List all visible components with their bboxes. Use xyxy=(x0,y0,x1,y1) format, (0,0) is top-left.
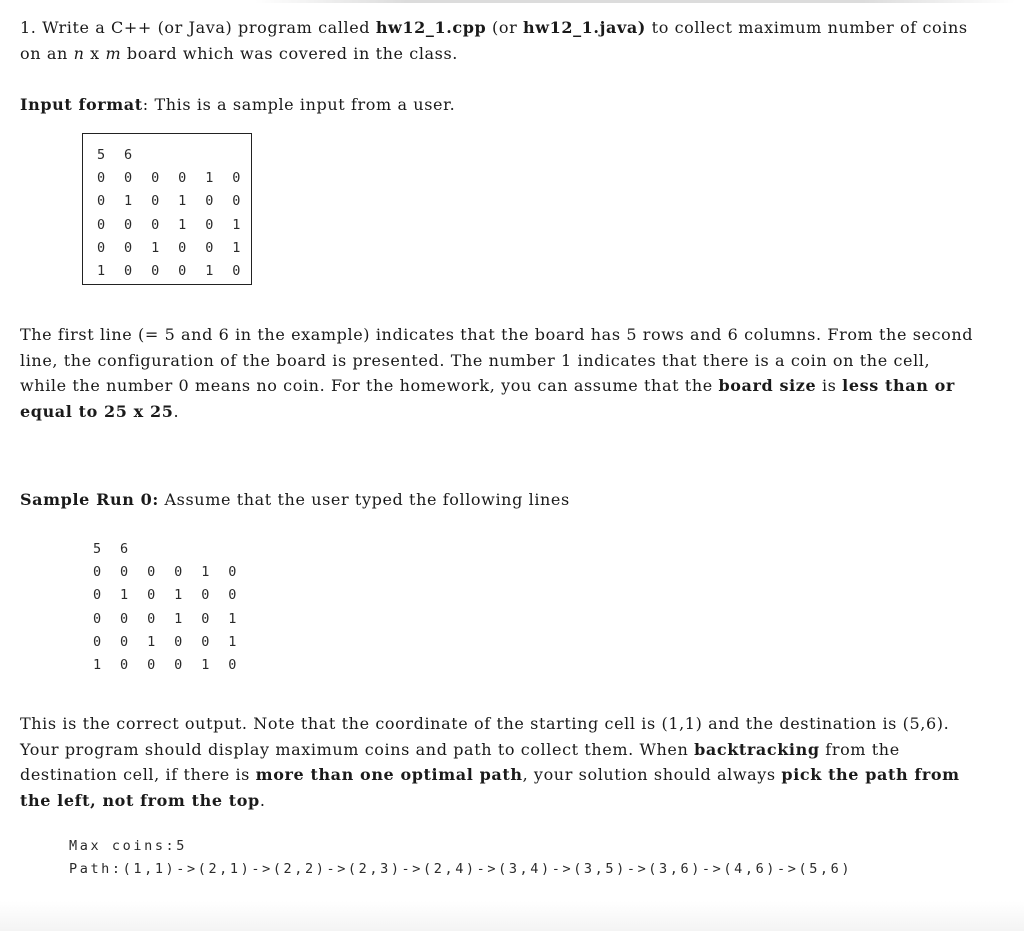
pick-left-bold: pick the path from the left, not from the top xyxy=(20,765,960,810)
path-line: Path:(1,1)->(2,1)->(2,2)->(2,3)->(2,4)->(3,4)->(3,5)->(3,6)->(4,6)->(5,6) xyxy=(69,861,853,877)
filename-java: hw12_1.java) xyxy=(523,18,646,37)
board-line: 0 1 0 1 0 0 xyxy=(97,193,246,210)
max-coins-line: Max coins:5 xyxy=(69,838,188,854)
board-line: 0 1 0 1 0 0 xyxy=(93,587,242,604)
description-text: is xyxy=(816,376,843,395)
board-line: 0 0 0 0 1 0 xyxy=(97,170,246,187)
output-description-text: This is the correct output. Note that the coordinate of the starting cell is (1,1) and the destination is (5,6). Your program should display maximum coins and path to collect them. When xyxy=(20,714,950,759)
output-description-text: from the destination cell, if there is xyxy=(20,739,900,784)
board-line: 1 0 0 0 1 0 xyxy=(97,263,246,280)
question-paragraph xyxy=(20,15,980,66)
top-divider xyxy=(255,0,1015,3)
output-description-text: . xyxy=(259,790,266,810)
board-line: 0 0 0 1 0 1 xyxy=(93,610,242,627)
description-text: . xyxy=(173,401,180,421)
board-line: 1 0 0 0 1 0 xyxy=(93,657,242,674)
output-description-paragraph xyxy=(20,711,980,813)
filename-cpp: hw12_1.cpp xyxy=(375,18,487,37)
bottom-fade xyxy=(0,901,1024,931)
optimal-path-bold: more than one optimal path xyxy=(255,765,523,784)
backtracking-bold: backtracking xyxy=(694,739,820,759)
board-line: 0 0 1 0 0 1 xyxy=(93,633,242,650)
board-line: 5 6 xyxy=(93,541,134,557)
description-text: The first line (= 5 and 6 in the example) indicates that the board has 5 rows and 6 columns. From the second line, the configuration of the board is presented. The number 1 indicates that there is a coin on the cell, while the number 0 means no coin. For the homework, you can assume that the xyxy=(20,325,974,395)
var-m: m xyxy=(105,43,122,63)
board-line: 5 6 xyxy=(97,147,138,163)
sample-run-label: Sample Run 0: xyxy=(20,490,159,509)
question-text: board which was covered in the class. xyxy=(121,43,458,63)
sample-run-text: Assume that the user typed the following lines xyxy=(158,490,570,509)
input-format-text: : This is a sample input from a user. xyxy=(142,95,456,114)
description-paragraph xyxy=(20,322,980,424)
board-line: 0 0 0 1 0 1 xyxy=(97,216,246,233)
sample-run-input xyxy=(93,538,263,677)
sample-run-heading xyxy=(20,487,980,513)
board-line: 0 0 0 0 1 0 xyxy=(93,564,242,581)
question-text: x xyxy=(84,43,106,63)
question-text: 1. Write a C++ (or Java) program called xyxy=(20,18,376,37)
question-text: (or xyxy=(486,18,524,37)
output-description-text: , your solution should always xyxy=(522,765,782,784)
program-output xyxy=(69,835,852,881)
question-text: to collect maximum number of coins on an xyxy=(20,18,968,63)
var-n: n xyxy=(73,43,85,63)
board-size-bold: board size xyxy=(718,376,817,395)
board-line: 0 0 1 0 0 1 xyxy=(97,239,246,256)
input-format-heading xyxy=(20,92,980,118)
size-limit-bold: less than or equal to 25 x 25 xyxy=(20,376,955,421)
input-format-label: Input format xyxy=(20,95,143,114)
sample-input-box xyxy=(82,133,252,285)
